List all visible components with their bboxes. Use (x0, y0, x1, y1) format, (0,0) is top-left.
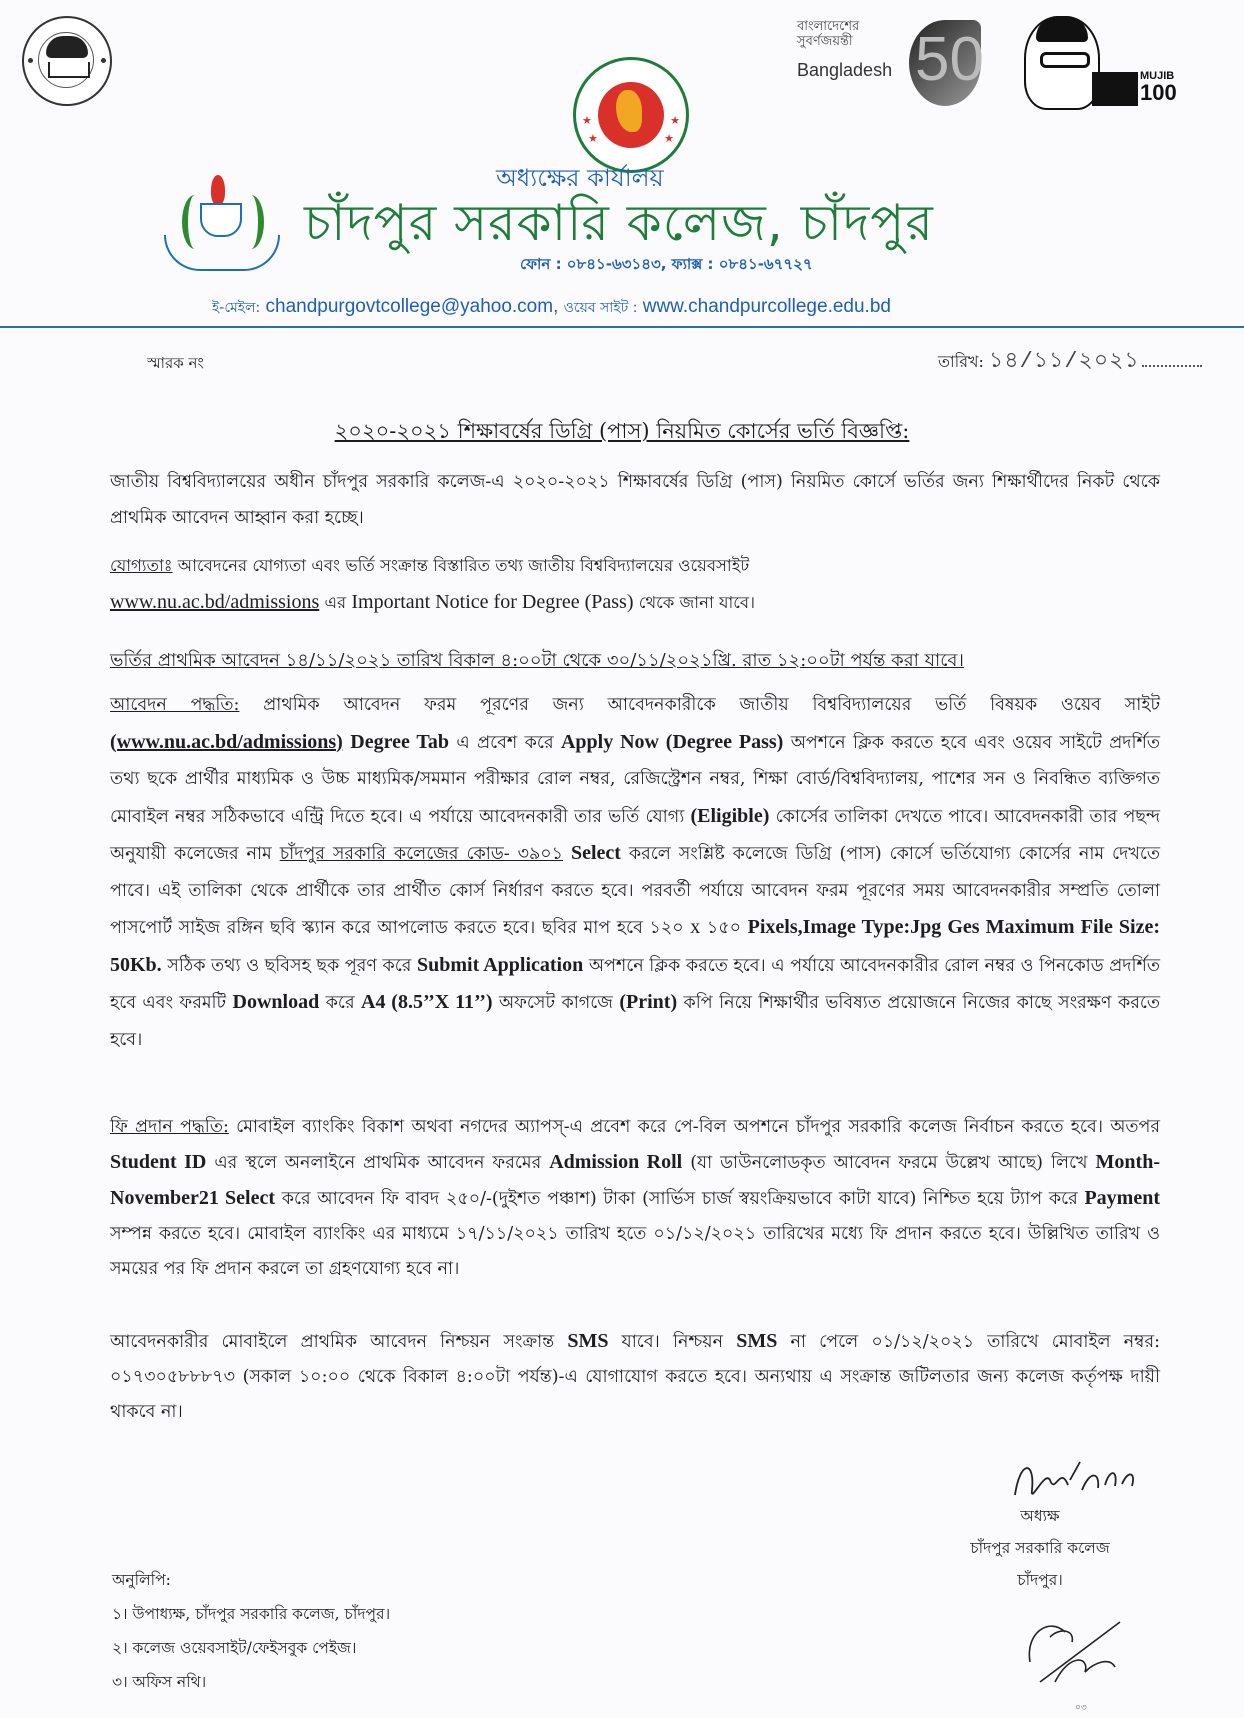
nu-admissions-link[interactable]: (www.nu.ac.bd/admissions) (110, 730, 343, 753)
signature-block (950, 1500, 1130, 1596)
method-text: করলে সংশ্লিষ্ট কলেজে ডিগ্রি (পাস) কোর্সে ভর্তিযোগ্য কোর্সের নাম দেখতে পাবে। এই তালিকা থেকে প্রার্থীকে তার প্রার্থীত কোর্স নির্ধারণ করতে হবে। পরবর্তী পর্যায়ে আবেদন ফরম পূরণের সময় আবেদনকারীর সম্প্রতি তোলা পাসপোর্ট সাইজ রঙ্গিন ছবি স্ক্যান করে আপলোড করতে হবে। ছবির মাপ হবে ১২০ (110, 844, 1160, 938)
fee-text: মোবাইল ব্যাংকিং বিকাশ অথবা নগদের অ্যাপস্-এ প্রবেশ করে পে-বিল অপশনে চাঁদপুর সরকারি কলেজ নির্বাচন করতে হবে। অতপর (228, 1117, 1161, 1137)
star-icon: ★ (670, 114, 680, 127)
fee-text: এর স্থলে অনলাইনে প্রাথমিক আবেদন ফরমের (206, 1153, 550, 1173)
sms-text: যাবে। নিশ্চয়ন (608, 1332, 737, 1352)
method-label: আবেদন পদ্ধতি: (110, 695, 240, 715)
signatory-title: অধ্যক্ষ (1020, 1507, 1060, 1525)
mujib-100-portrait-icon (1024, 16, 1100, 110)
payment-text: Payment (1084, 1187, 1161, 1209)
notice-title-text: ২০২০-২০২১ শিক্ষাবর্ষের ডিগ্রি (পাস) নিয়মিত কোর্সের ভর্তি বিজ্ঞপ্তি: (334, 419, 910, 443)
eligibility-text: থেকে জানা যাবে। (633, 593, 755, 612)
mujib-100-text (1140, 70, 1177, 104)
method-text: ১৫০ (700, 918, 748, 938)
mujib-en: MUJIB (1140, 70, 1175, 82)
website-label: ওয়েব সাইট : (563, 300, 638, 316)
header-divider (0, 326, 1244, 328)
copy-item: ১। উপাধ্যক্ষ, চাঁদপুর সরকারি কলেজ, চাঁদপুর। (112, 1605, 391, 1623)
deadline-text: ভর্তির প্রাথমিক আবেদন ১৪/১১/২০২১ তারিখ বিকাল ৪:০০টা থেকে ৩০/১১/২০২১খ্রি. রাত ১২:০০টা পর্যন্ত করা যাবে। (110, 650, 964, 671)
email-link[interactable]: chandpurgovtcollege@yahoo.com, (265, 296, 559, 317)
fee-text: করে আবেদন ফি বাবদ ২৫০/-(দুইশত পঞ্চাশ) টাকা (সার্ভিস চার্জ স্বয়ংক্রিয়ভাবে কাটা যাবে) নিশ্চিত হয়ে ট্যাপ করে (275, 1189, 1085, 1209)
website-link[interactable]: www.chandpurcollege.edu.bd (642, 296, 891, 317)
initials-signature-icon (1020, 1612, 1130, 1692)
submit-application-text: Submit Application (417, 953, 584, 976)
date-value: ১৪/১১/২০২১ (989, 349, 1140, 374)
college-flame-crest-icon (164, 175, 276, 275)
jubilee-line2: সুবর্ণজয়ন্তী (797, 33, 853, 48)
student-id-text: Student ID (110, 1151, 207, 1173)
sms-text: আবেদনকারীর মোবাইলে প্রাথমিক আবেদন নিশ্চয়ন সংক্রান্ত (110, 1332, 568, 1352)
print-text: (Print) (619, 991, 678, 1013)
star-icon: ★ (582, 114, 592, 127)
eligibility-text: আবেদনের যোগ্যতা এবং ভর্তি সংক্রান্ত বিস্তারিত তথ্য জাতীয় বিশ্ববিদ্যালয়ের ওয়েবসাইট (172, 556, 750, 575)
college-code: চাঁদপুর সরকারি কলেজের কোড- ৩৯০১ (279, 844, 564, 864)
method-text: অপশনে ক্লিক করতে হবে এবং ওয়েব সাইটে প্রদর্শিত তথ্য ছকে প্রার্থীর মাধ্যমিক ও উচ্চ মাধ্যমিক/সমমান পরীক্ষার রোল নম্বর, রেজিস্ট্রেশন নম্বর, শিক্ষা বোর্ড/বিশ্ববিদ্যালয়, পাশের সন ও নিবন্ধিত ব্যক্তিগত মোবাইল নম্বর সঠিকভাবে এন্ট্রি দিতে হবে। এ পর্যায়ে আবেদনকারী তার ভর্তি যোগ্য (110, 732, 1160, 827)
mujib-100-logo (1020, 12, 1180, 112)
notice-title (0, 415, 1244, 450)
fee-payment-paragraph (110, 1110, 1160, 1287)
method-text: কোর্সের তালিকা দেখতে পাবে। আবেদনকারী তার পছন্দ অনুযায়ী কলেজের নাম (110, 806, 1160, 864)
method-text: এ প্রবেশ করে (448, 732, 561, 753)
nu-admissions-link[interactable]: www.nu.ac.bd/admissions (110, 591, 320, 613)
mujib-100: 100 (1140, 80, 1177, 105)
eligible-text: (Eligible) (690, 804, 770, 827)
copies-label: অনুলিপি: (112, 1571, 171, 1589)
golden-jubilee-logo (797, 14, 987, 110)
college-name: চাঁদপুর সরকারি কলেজ, চাঁদপুর (304, 194, 934, 252)
date-label: তারিখ: (938, 352, 984, 371)
sms-word: SMS (567, 1330, 609, 1352)
eligibility-text: এর (319, 593, 352, 612)
memo-number-label: স্মারক নং (147, 354, 204, 372)
jubilee-number: 50 (915, 25, 984, 94)
mujib-badge (1092, 72, 1138, 106)
flame-icon (211, 175, 225, 205)
application-method-paragraph (110, 687, 1160, 1058)
office-title: অধ্যক্ষের কার্যালয় (496, 164, 664, 192)
star-icon: ★ (588, 132, 598, 145)
copy-item: ৩। অফিস নথি। (112, 1673, 207, 1691)
method-text: অপশনে ক্লিক করতে হবে। এ পর্যায়ে আবেদনকারীর রোল নম্বর ও পিনকোড প্রদর্শিত হবে এবং ফরমটি (110, 955, 1160, 1013)
signatory-org: চাঁদপুর সরকারি কলেজ (970, 1539, 1110, 1557)
copy-distribution (112, 1563, 390, 1699)
month-select-text: Month-November21 Select (110, 1151, 1160, 1209)
method-text: করে (319, 993, 361, 1013)
golden-jubilee-50-icon (909, 20, 984, 106)
book-glyph (48, 62, 90, 78)
sms-paragraph (110, 1324, 1160, 1430)
method-text: সঠিক তথ্য ও ছবিসহ ছক পূরণ করে (161, 955, 418, 976)
contact-line (212, 296, 891, 320)
tree-glyph (46, 36, 88, 58)
times-text: x (690, 916, 701, 938)
image-spec-text: Pixels,Image Type:Jpg Ges Maximum File Size: 50Kb. (110, 916, 1161, 976)
email-label: ই-মেইল: (212, 300, 261, 316)
phone-fax-line: ফোন : ০৮৪১-৬৩১৪৩, ফ্যাক্স : ০৮৪১-৬৭৭২৭ (520, 255, 813, 273)
method-text: প্রাথমিক আবেদন ফরম পূরণের জন্য আবেদনকারীকে জাতীয় বিশ্ববিদ্যালয়ের ভর্তি বিষয়ক ওয়েব সাইট (239, 695, 1160, 715)
page-mark: ০৩ (1075, 1703, 1087, 1713)
deadline-line (110, 643, 1160, 679)
fee-text: (যা ডাউনলোডকৃত আবেদন ফরমে উল্লেখ আছে) লিখে (682, 1153, 1096, 1173)
apply-now-text: Apply Now (Degree Pass) (560, 730, 784, 753)
paper-size-text: A4 (8.5’’X 11’’) (361, 991, 493, 1013)
method-text (563, 844, 571, 864)
seal-dot (28, 58, 33, 63)
lamp-cup (200, 203, 242, 237)
seal-dot (101, 58, 106, 63)
star-icon: ★ (664, 132, 674, 145)
method-text: কপি নিয়ে শিক্ষার্থীর ভবিষ্যত প্রয়োজনে নিজের কাছে সংরক্ষণ করতে হবে। (110, 993, 1160, 1050)
jubilee-text (797, 18, 859, 48)
copy-item: ২। কলেজ ওয়েবসাইট/ফেইসবুক পেইজ। (112, 1639, 357, 1657)
bangladesh-govt-seal-icon (573, 57, 689, 173)
degree-tab-text: Degree Tab (350, 730, 449, 753)
jubilee-bangladesh: Bangladesh (797, 60, 893, 80)
eligibility-label: যোগ্যতাঃ (110, 556, 173, 575)
admission-roll-text: Admission Roll (549, 1151, 683, 1173)
jubilee-line1: বাংলাদেশের (797, 18, 860, 33)
sms-word: SMS (736, 1330, 778, 1352)
fee-text: সম্পন্ন করতে হবে। মোবাইল ব্যাংকিং এর মাধ্যমে ১৭/১১/২০২১ তারিখ হতে ০১/১২/২০২১ তারিখের মধ্যে ফি প্রদান করতে হবে। উল্লিখিত তারিখ ও সময়ের পর ফি প্রদান করলে তা গ্রহণযোগ্য হবে না। (110, 1224, 1160, 1279)
sms-text: না পেলে ০১/১২/২০২১ তারিখে মোবাইল নম্বর: ০১৭৩০৫৮৮৮৭৩ (সকাল ১০:০০ থেকে বিকাল ৪:০০টা পর্যন্ত)-এ যোগাযোগ করতে হবে। অন্যথায় এ সংক্রান্ত জটিলতার জন্য কলেজ কর্তৃপক্ষ দায়ী থাকবে না। (110, 1332, 1161, 1422)
important-notice-text: Important Notice for Degree (Pass) (351, 591, 634, 613)
signatory-place: চাঁদপুর। (1017, 1571, 1063, 1589)
eligibility-paragraph (110, 548, 1160, 621)
date-field (938, 343, 1202, 380)
download-text: Download (232, 991, 320, 1013)
crest-ribbon (164, 235, 280, 271)
intro-paragraph: জাতীয় বিশ্ববিদ্যালয়ের অধীন চাঁদপুর সরকারি কলেজ-এ ২০২০-২০২১ শিক্ষাবর্ষের ডিগ্রি (পাস) নিয়মিত কোর্সে ভর্তির জন্য শিক্ষার্থীদের নিকট থেকে প্রাথমিক আবেদন আহ্বান করা হচ্ছে। (110, 472, 1160, 528)
education-seal-icon (22, 16, 112, 106)
fee-label: ফি প্রদান পদ্ধতি: (110, 1117, 229, 1137)
method-text: অফসেট কাগজে (492, 993, 620, 1013)
select-text: Select (570, 842, 621, 864)
date-dotted-line (1142, 365, 1202, 367)
